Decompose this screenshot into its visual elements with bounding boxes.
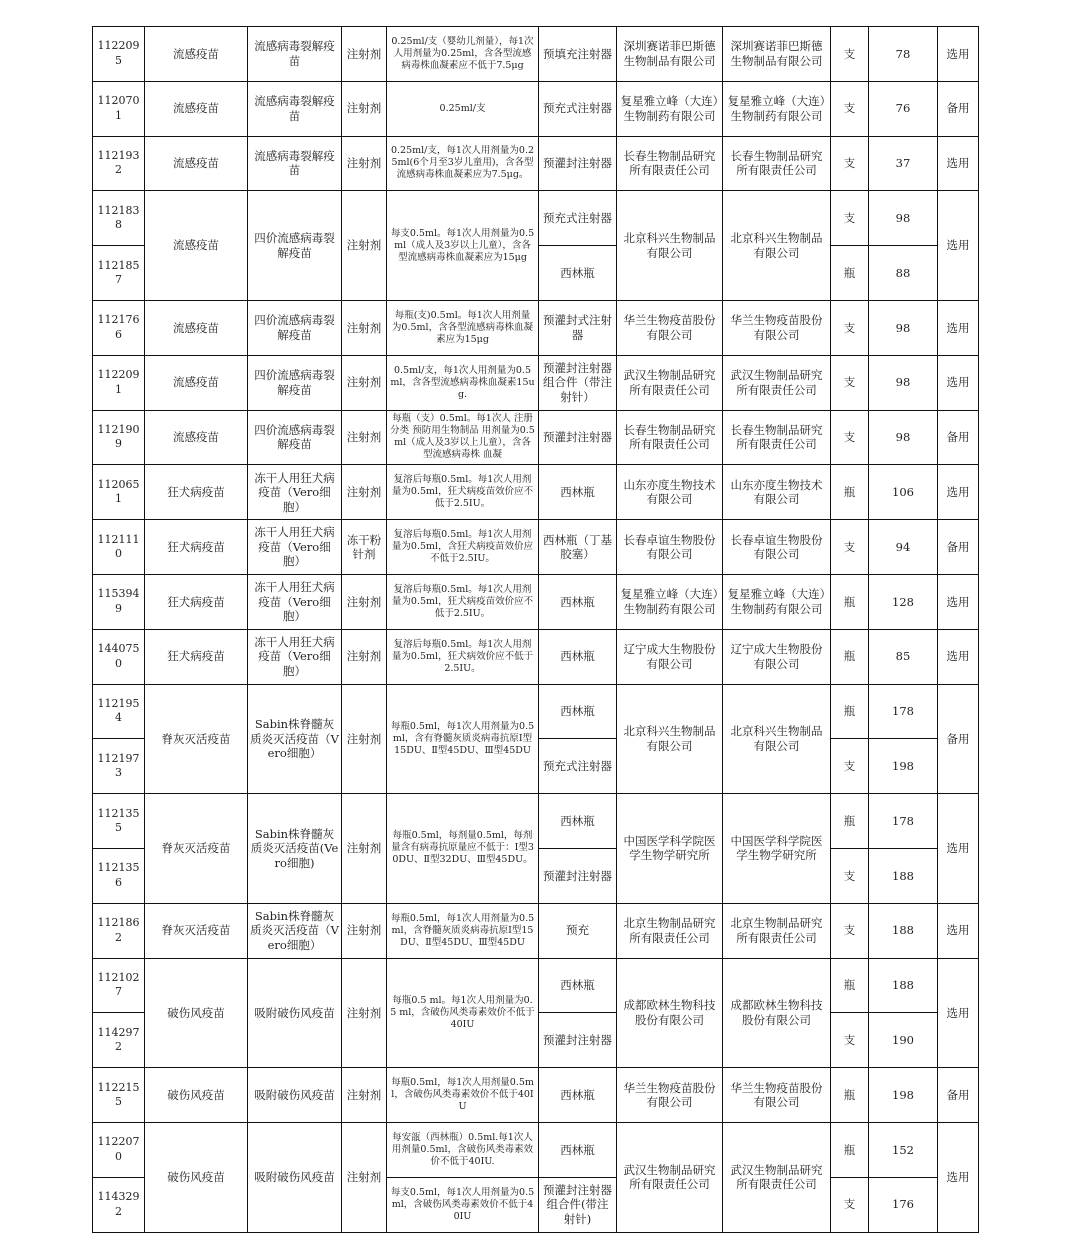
- product-code-cell: 1121027: [93, 958, 145, 1013]
- packaging-cell: 西林瓶: [539, 794, 617, 849]
- price-cell: 78: [869, 27, 938, 82]
- product-name-cell: 四价流感病毒裂解疫苗: [248, 355, 342, 410]
- product-name-cell: 四价流感病毒裂解疫苗: [248, 300, 342, 355]
- product-code-cell: 1121356: [93, 848, 145, 903]
- table-row: [93, 465, 979, 520]
- vaccine-category-cell: 破伤风疫苗: [145, 1068, 248, 1123]
- applicant-cell: 长春卓谊生物股份有限公司: [723, 520, 831, 575]
- applicant-cell: 深圳赛诺菲巴斯德生物制品有限公司: [723, 27, 831, 82]
- manufacturer-cell: 华兰生物疫苗股份有限公司: [617, 1068, 723, 1123]
- unit-cell: 支: [831, 81, 869, 136]
- dosage-form-cell: 注射剂: [342, 355, 387, 410]
- product-code-cell: 1121954: [93, 684, 145, 739]
- manufacturer-cell: 华兰生物疫苗股份有限公司: [617, 300, 723, 355]
- applicant-cell: 成都欧林生物科技股份有限公司: [723, 958, 831, 1068]
- table-row: [93, 629, 979, 684]
- dosage-form-cell: 注射剂: [342, 1068, 387, 1123]
- dosage-form-cell: 注射剂: [342, 27, 387, 82]
- dosage-form-cell: 注射剂: [342, 903, 387, 958]
- product-code-cell: 1121355: [93, 794, 145, 849]
- applicant-cell: 中国医学科学院医学生物学研究所: [723, 794, 831, 904]
- product-code-cell: 1121838: [93, 191, 145, 246]
- selection-status-cell: 选用: [938, 903, 979, 958]
- packaging-cell: 预灌封注射器: [539, 410, 617, 465]
- table-row: [93, 903, 979, 958]
- dosage-form-cell: 注射剂: [342, 81, 387, 136]
- specification-cell: 0.25ml/支（婴幼儿剂量），每1次人用剂量为0.25ml，含各型流感病毒株血凝素应不低于7.5μg: [387, 27, 539, 82]
- packaging-cell: 西林瓶: [539, 1068, 617, 1123]
- packaging-cell: 西林瓶: [539, 465, 617, 520]
- selection-status-cell: 选用: [938, 958, 979, 1068]
- selection-status-cell: 选用: [938, 136, 979, 191]
- specification-cell: 每安瓿（西林瓶）0.5ml.每1次人用剂量0.5ml，含破伤风类毒素效价不低于40IU.: [387, 1122, 539, 1177]
- table-row: [93, 520, 979, 575]
- unit-cell: 支: [831, 903, 869, 958]
- manufacturer-cell: 北京科兴生物制品有限公司: [617, 191, 723, 301]
- product-name-cell: 流感病毒裂解疫苗: [248, 136, 342, 191]
- price-cell: 94: [869, 520, 938, 575]
- product-name-cell: 冻干人用狂犬病疫苗（Vero细胞）: [248, 574, 342, 629]
- unit-cell: 瓶: [831, 1068, 869, 1123]
- specification-cell: 0.25ml/支: [387, 81, 539, 136]
- manufacturer-cell: 长春生物制品研究所有限责任公司: [617, 136, 723, 191]
- packaging-cell: 西林瓶: [539, 629, 617, 684]
- product-name-cell: Sabin株脊髓灰质炎灭活疫苗(Vero细胞): [248, 794, 342, 904]
- packaging-cell: 西林瓶: [539, 246, 617, 301]
- packaging-cell: 预灌封注射器组合件(带注射针): [539, 1177, 617, 1232]
- vaccine-category-cell: 破伤风疫苗: [145, 1122, 248, 1232]
- dosage-form-cell: 注射剂: [342, 410, 387, 465]
- packaging-cell: 预充式注射器: [539, 81, 617, 136]
- specification-cell: 每瓶0.5ml，每1次人用剂量0.5ml，含破伤风类毒素效价不低于40IU: [387, 1068, 539, 1123]
- product-name-cell: 流感病毒裂解疫苗: [248, 81, 342, 136]
- product-name-cell: 冻干人用狂犬病疫苗（Vero细胞）: [248, 629, 342, 684]
- applicant-cell: 武汉生物制品研究所有限责任公司: [723, 1122, 831, 1232]
- unit-cell: 支: [831, 27, 869, 82]
- manufacturer-cell: 武汉生物制品研究所有限责任公司: [617, 355, 723, 410]
- unit-cell: 瓶: [831, 246, 869, 301]
- selection-status-cell: 选用: [938, 27, 979, 82]
- product-code-cell: 1121862: [93, 903, 145, 958]
- price-cell: 188: [869, 848, 938, 903]
- specification-cell: 每瓶0.5ml，每1次人用剂量为0.5ml，含有脊髓灰质炎病毒抗原Ⅰ型15DU、Ⅱ型45DU、Ⅲ型45DU: [387, 684, 539, 794]
- unit-cell: 支: [831, 520, 869, 575]
- table-row: [93, 410, 979, 465]
- product-code-cell: 1121909: [93, 410, 145, 465]
- specification-cell: 每瓶0.5ml，每剂量0.5ml，每剂量含有病毒抗原量应不低于：Ⅰ型30DU、Ⅱ型32DU、Ⅲ型45DU。: [387, 794, 539, 904]
- specification-cell: 每瓶(支)0.5ml。每1次人用剂量为0.5ml，含各型流感病毒株血凝素应为15μg: [387, 300, 539, 355]
- price-cell: 198: [869, 1068, 938, 1123]
- manufacturer-cell: 复星雅立峰（大连）生物制药有限公司: [617, 81, 723, 136]
- specification-cell: 复溶后每瓶0.5ml。每1次人用剂量为0.5ml，狂犬病效价应不低于2.5IU。: [387, 629, 539, 684]
- table-row: [93, 27, 979, 82]
- dosage-form-cell: 注射剂: [342, 465, 387, 520]
- price-cell: 98: [869, 191, 938, 246]
- specification-cell: 0.5ml/支，每1次人用剂量为0.5ml，含各型流感病毒株血凝素15ug.: [387, 355, 539, 410]
- product-name-cell: 四价流感病毒裂解疫苗: [248, 410, 342, 465]
- applicant-cell: 武汉生物制品研究所有限责任公司: [723, 355, 831, 410]
- price-cell: 128: [869, 574, 938, 629]
- manufacturer-cell: 辽宁成大生物股份有限公司: [617, 629, 723, 684]
- product-name-cell: 流感病毒裂解疫苗: [248, 27, 342, 82]
- vaccine-category-cell: 流感疫苗: [145, 81, 248, 136]
- unit-cell: 瓶: [831, 465, 869, 520]
- vaccine-category-cell: 流感疫苗: [145, 136, 248, 191]
- product-name-cell: Sabin株脊髓灰质炎灭活疫苗（Vero细胞）: [248, 684, 342, 794]
- product-code-cell: 1143292: [93, 1177, 145, 1232]
- product-code-cell: 1142972: [93, 1013, 145, 1068]
- applicant-cell: 复星雅立峰（大连）生物制药有限公司: [723, 81, 831, 136]
- unit-cell: 支: [831, 136, 869, 191]
- dosage-form-cell: 注射剂: [342, 629, 387, 684]
- product-code-cell: 1120701: [93, 81, 145, 136]
- product-code-cell: 1122155: [93, 1068, 145, 1123]
- packaging-cell: 预灌封注射器组合件（带注射针）: [539, 355, 617, 410]
- applicant-cell: 北京生物制品研究所有限责任公司: [723, 903, 831, 958]
- vaccine-category-cell: 破伤风疫苗: [145, 958, 248, 1068]
- unit-cell: 支: [831, 1177, 869, 1232]
- packaging-cell: 预灌封注射器: [539, 1013, 617, 1068]
- specification-cell: 复溶后每瓶0.5ml。每1次人用剂量为0.5ml，狂犬病疫苗效价应不低于2.5IU。: [387, 574, 539, 629]
- packaging-cell: 预灌封式注射器: [539, 300, 617, 355]
- dosage-form-cell: 注射剂: [342, 136, 387, 191]
- packaging-cell: 西林瓶: [539, 574, 617, 629]
- vaccine-category-cell: 狂犬病疫苗: [145, 520, 248, 575]
- product-code-cell: 1121932: [93, 136, 145, 191]
- price-cell: 152: [869, 1122, 938, 1177]
- price-cell: 76: [869, 81, 938, 136]
- unit-cell: 瓶: [831, 574, 869, 629]
- dosage-form-cell: 注射剂: [342, 191, 387, 301]
- applicant-cell: 辽宁成大生物股份有限公司: [723, 629, 831, 684]
- product-code-cell: 1122091: [93, 355, 145, 410]
- vaccine-category-cell: 狂犬病疫苗: [145, 574, 248, 629]
- selection-status-cell: 选用: [938, 465, 979, 520]
- applicant-cell: 华兰生物疫苗股份有限公司: [723, 300, 831, 355]
- selection-status-cell: 选用: [938, 629, 979, 684]
- unit-cell: 瓶: [831, 684, 869, 739]
- packaging-cell: 预灌封注射器: [539, 848, 617, 903]
- specification-cell: 每瓶（支）0.5ml。每1次人 注册分类 预防用生物制品 用剂量为0.5ml（成人及3岁以上儿童），含各型流感病毒株 血凝: [387, 410, 539, 465]
- product-code-cell: 1121973: [93, 739, 145, 794]
- packaging-cell: 西林瓶: [539, 958, 617, 1013]
- packaging-cell: 预填充注射器: [539, 27, 617, 82]
- dosage-form-cell: 注射剂: [342, 958, 387, 1068]
- product-name-cell: 四价流感病毒裂解疫苗: [248, 191, 342, 301]
- manufacturer-cell: 成都欧林生物科技股份有限公司: [617, 958, 723, 1068]
- vaccine-category-cell: 流感疫苗: [145, 27, 248, 82]
- price-cell: 178: [869, 794, 938, 849]
- table-row: [93, 794, 979, 849]
- price-cell: 188: [869, 958, 938, 1013]
- manufacturer-cell: 北京生物制品研究所有限责任公司: [617, 903, 723, 958]
- product-code-cell: 1121857: [93, 246, 145, 301]
- manufacturer-cell: 中国医学科学院医学生物学研究所: [617, 794, 723, 904]
- packaging-cell: 预充式注射器: [539, 739, 617, 794]
- product-code-cell: 1121766: [93, 300, 145, 355]
- product-name-cell: 吸附破伤风疫苗: [248, 1068, 342, 1123]
- product-name-cell: Sabin株脊髓灰质炎灭活疫苗（Vero细胞）: [248, 903, 342, 958]
- packaging-cell: 西林瓶: [539, 684, 617, 739]
- manufacturer-cell: 山东亦度生物技术有限公司: [617, 465, 723, 520]
- packaging-cell: 预充: [539, 903, 617, 958]
- price-cell: 98: [869, 300, 938, 355]
- price-cell: 37: [869, 136, 938, 191]
- dosage-form-cell: 冻干粉针剂: [342, 520, 387, 575]
- specification-cell: 每支0.5ml，每1次人用剂量为0.5ml，含破伤风类毒素效价不低于40IU: [387, 1177, 539, 1232]
- dosage-form-cell: 注射剂: [342, 574, 387, 629]
- packaging-cell: 西林瓶（丁基胶塞）: [539, 520, 617, 575]
- unit-cell: 支: [831, 410, 869, 465]
- price-cell: 88: [869, 246, 938, 301]
- selection-status-cell: 选用: [938, 355, 979, 410]
- dosage-form-cell: 注射剂: [342, 300, 387, 355]
- price-cell: 188: [869, 903, 938, 958]
- dosage-form-cell: 注射剂: [342, 1122, 387, 1232]
- product-name-cell: 吸附破伤风疫苗: [248, 1122, 342, 1232]
- applicant-cell: 北京科兴生物制品有限公司: [723, 684, 831, 794]
- unit-cell: 瓶: [831, 958, 869, 1013]
- selection-status-cell: 选用: [938, 191, 979, 301]
- table-row: [93, 574, 979, 629]
- product-code-cell: 1122070: [93, 1122, 145, 1177]
- table-row: [93, 958, 979, 1013]
- unit-cell: 支: [831, 739, 869, 794]
- price-cell: 190: [869, 1013, 938, 1068]
- selection-status-cell: 选用: [938, 1122, 979, 1232]
- selection-status-cell: 选用: [938, 794, 979, 904]
- dosage-form-cell: 注射剂: [342, 684, 387, 794]
- applicant-cell: 复星雅立峰（大连）生物制药有限公司: [723, 574, 831, 629]
- selection-status-cell: 备用: [938, 684, 979, 794]
- unit-cell: 瓶: [831, 629, 869, 684]
- vaccine-category-cell: 狂犬病疫苗: [145, 629, 248, 684]
- table-row: [93, 191, 979, 246]
- applicant-cell: 山东亦度生物技术有限公司: [723, 465, 831, 520]
- product-name-cell: 冻干人用狂犬病疫苗（Vero细胞）: [248, 520, 342, 575]
- applicant-cell: 长春生物制品研究所有限责任公司: [723, 410, 831, 465]
- unit-cell: 支: [831, 300, 869, 355]
- product-code-cell: 1122095: [93, 27, 145, 82]
- table-row: [93, 300, 979, 355]
- packaging-cell: 预灌封注射器: [539, 136, 617, 191]
- manufacturer-cell: 北京科兴生物制品有限公司: [617, 684, 723, 794]
- manufacturer-cell: 复星雅立峰（大连）生物制药有限公司: [617, 574, 723, 629]
- dosage-form-cell: 注射剂: [342, 794, 387, 904]
- table-body: [93, 27, 979, 1233]
- vaccine-catalog-table: [92, 26, 979, 1233]
- vaccine-category-cell: 流感疫苗: [145, 300, 248, 355]
- vaccine-category-cell: 脊灰灭活疫苗: [145, 794, 248, 904]
- manufacturer-cell: 长春卓谊生物股份有限公司: [617, 520, 723, 575]
- selection-status-cell: 备用: [938, 520, 979, 575]
- vaccine-category-cell: 流感疫苗: [145, 410, 248, 465]
- price-cell: 198: [869, 739, 938, 794]
- specification-cell: 每支0.5ml。每1次人用剂量为0.5ml（成人及3岁以上儿童），含各型流感病毒株血凝素应为15μg: [387, 191, 539, 301]
- specification-cell: 复溶后每瓶0.5ml。每1次人用剂量为0.5ml，含狂犬病疫苗效价应不低于2.5IU。: [387, 520, 539, 575]
- applicant-cell: 长春生物制品研究所有限责任公司: [723, 136, 831, 191]
- table-row: [93, 355, 979, 410]
- selection-status-cell: 备用: [938, 410, 979, 465]
- product-name-cell: 吸附破伤风疫苗: [248, 958, 342, 1068]
- selection-status-cell: 备用: [938, 81, 979, 136]
- vaccine-category-cell: 流感疫苗: [145, 355, 248, 410]
- vaccine-category-cell: 狂犬病疫苗: [145, 465, 248, 520]
- packaging-cell: 西林瓶: [539, 1122, 617, 1177]
- price-cell: 178: [869, 684, 938, 739]
- applicant-cell: 北京科兴生物制品有限公司: [723, 191, 831, 301]
- price-cell: 176: [869, 1177, 938, 1232]
- vaccine-category-cell: 流感疫苗: [145, 191, 248, 301]
- unit-cell: 支: [831, 191, 869, 246]
- specification-cell: 每瓶0.5 ml。每1次人用剂量为0.5 ml，含破伤风类毒素效价不低于40IU: [387, 958, 539, 1068]
- table-row: [93, 1122, 979, 1177]
- specification-cell: 0.25ml/支，每1次人用剂量为0.25ml(6个月至3岁儿童用)，含各型流感病毒株血凝素应为7.5μg。: [387, 136, 539, 191]
- product-code-cell: 1440750: [93, 629, 145, 684]
- product-code-cell: 1120651: [93, 465, 145, 520]
- manufacturer-cell: 长春生物制品研究所有限责任公司: [617, 410, 723, 465]
- price-cell: 85: [869, 629, 938, 684]
- applicant-cell: 华兰生物疫苗股份有限公司: [723, 1068, 831, 1123]
- price-cell: 106: [869, 465, 938, 520]
- unit-cell: 支: [831, 355, 869, 410]
- selection-status-cell: 选用: [938, 300, 979, 355]
- vaccine-category-cell: 脊灰灭活疫苗: [145, 903, 248, 958]
- unit-cell: 瓶: [831, 794, 869, 849]
- manufacturer-cell: 武汉生物制品研究所有限责任公司: [617, 1122, 723, 1232]
- unit-cell: 支: [831, 848, 869, 903]
- specification-cell: 复溶后每瓶0.5ml。每1次人用剂量为0.5ml，狂犬病疫苗效价应不低于2.5IU。: [387, 465, 539, 520]
- specification-cell: 每瓶0.5ml，每1次人用剂量为0.5ml，含脊髓灰质炎病毒抗原Ⅰ型15DU、Ⅱ型45DU、Ⅲ型45DU: [387, 903, 539, 958]
- product-name-cell: 冻干人用狂犬病疫苗（Vero细胞）: [248, 465, 342, 520]
- product-code-cell: 1153949: [93, 574, 145, 629]
- table-row: [93, 136, 979, 191]
- unit-cell: 支: [831, 1013, 869, 1068]
- table-row: [93, 81, 979, 136]
- vaccine-category-cell: 脊灰灭活疫苗: [145, 684, 248, 794]
- table-row: [93, 684, 979, 739]
- unit-cell: 瓶: [831, 1122, 869, 1177]
- table-row: [93, 1068, 979, 1123]
- price-cell: 98: [869, 355, 938, 410]
- product-code-cell: 1121110: [93, 520, 145, 575]
- price-cell: 98: [869, 410, 938, 465]
- manufacturer-cell: 深圳赛诺菲巴斯德生物制品有限公司: [617, 27, 723, 82]
- packaging-cell: 预充式注射器: [539, 191, 617, 246]
- selection-status-cell: 备用: [938, 1068, 979, 1123]
- selection-status-cell: 选用: [938, 574, 979, 629]
